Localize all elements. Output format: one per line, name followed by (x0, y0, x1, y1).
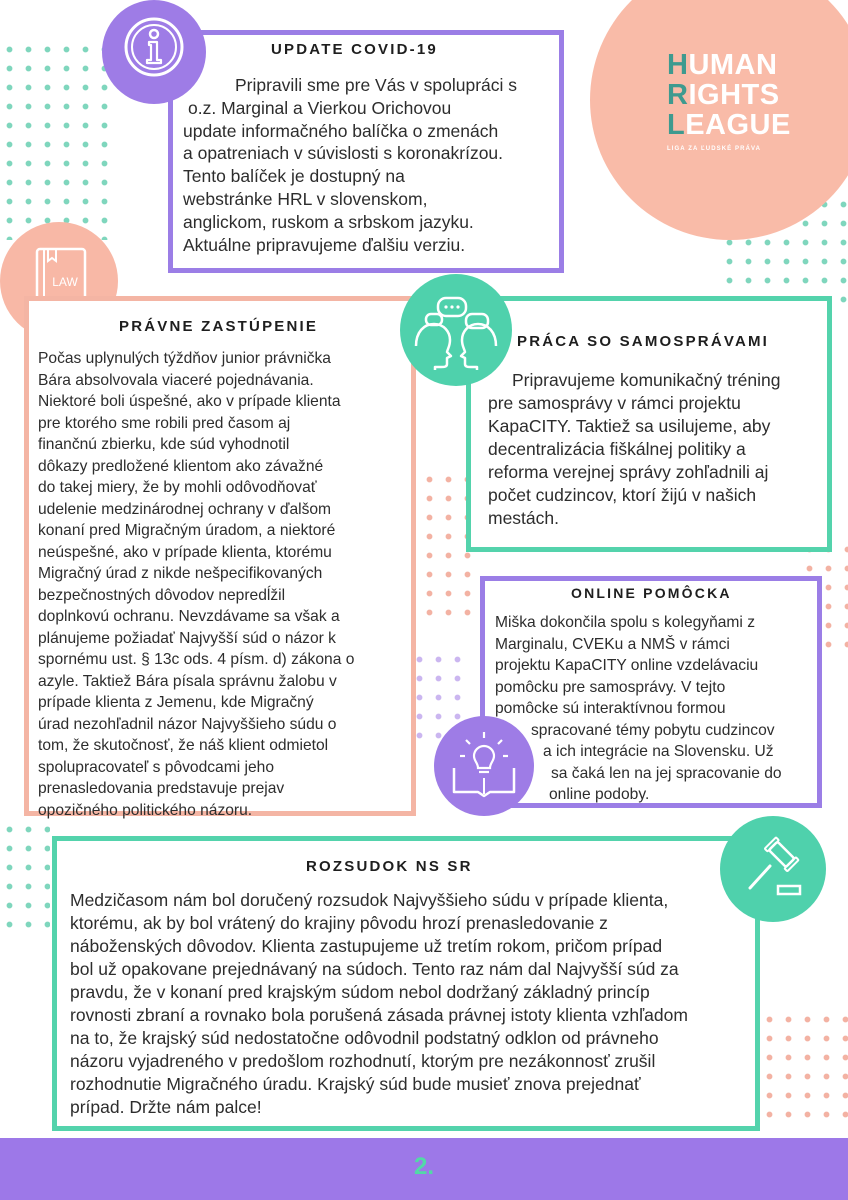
online-text: Miška dokončila spolu s kolegyňami z Marginalu, CVEKu a NMŠ v rámci projektu KapaCITY online vzdelávaciu pomôcku pre samosprávy. V tejto pomôcke sú interaktívnou formou spracované témy pobytu cudzincov a ich integrácie na Slovensku. Už sa čaká len na jej spracovanie do online podoby. (495, 614, 782, 803)
dots-bottom-left (0, 820, 50, 930)
dialogue-icon (412, 294, 500, 370)
law-heading: PRÁVNE ZASTÚPENIE (119, 318, 319, 335)
dots-top-left (0, 40, 115, 240)
samospravy-text: Pripravujeme komunikačný tréning pre samosprávy v rámci projektu KapaCITY. Taktiež sa usilujeme, aby decentralizácia fiškálnej politiky a reforma verejnej správy zohľadnili aj počet cudzincov, ktorí žijú v našich mestách. (488, 370, 781, 528)
svg-text:LAW: LAW (52, 275, 78, 289)
law-text: Počas uplynulých týždňov junior právnička Bára absolvovala viaceré pojednávania. Niektoré boli úspešné, ako v prípade klienta pre ktorého sme robili pred časom aj finančnú zbierku, kde súd vyhodnotil dôkazy predložené klientom ako závažné do takej miery, že by mohli odôvodňovať udelenie medzinárodnej ochrany v ďalšom konaní pred Migračným úradom, a niektoré neúspešné, ako v prípade klienta, ktorému Migračný úrad z nikde nešpecifikovaných bezpečnostných dôvodov nepredĺžil doplnkovú ochranu. Nevzdávame sa však a plánujeme požiadať Najvyšší súd o názor k spornému ust. § 13c ods. 4 písm. d) zákona o azyle. Taktiež Bára písala správnu žalobu v prípade klienta z Jemenu, kde Migračný úrad nezohľadnil názor Najvyššieho súdu o tom, že skutočnosť, že náš klient odmietol spolupracovateľ s pôvodcami jeho prenasledovania predstavuje prejav opozičného politického názoru. (38, 350, 355, 819)
update-text: Pripravili sme pre Vás v spolupráci s o.z. Marginal a Vierkou Orichovou update informačného balíčka o zmenách a opatreniach v súvislosti s koronakrízou. Tento balíček je dostupný na webstránke HRL v slovenskom, anglickom, ruskom a srbskom jazyku. Aktuálne pripravujeme ďalšiu verziu. (183, 75, 518, 255)
dots-bottom-right (760, 1010, 848, 1130)
update-heading: UPDATE COVID-19 (271, 41, 438, 58)
lightbulb-book-icon (450, 728, 518, 800)
online-heading: ONLINE POMÔCKA (571, 585, 732, 601)
logo-subtitle: LIGA ZA ĽUDSKÉ PRÁVA (667, 146, 762, 152)
hrl-logo: HUMAN RIGHTS LEAGUE LIGA ZA ĽUDSKÉ PRÁVA (667, 50, 817, 152)
samospravy-heading: PRÁCA SO SAMOSPRÁVAMI (517, 333, 770, 350)
page-number: 2. (413, 1153, 434, 1180)
info-icon (122, 14, 186, 84)
gavel-icon (742, 836, 806, 900)
rozsudok-heading: ROZSUDOK NS SR (306, 858, 473, 875)
rozsudok-text: Medzičasom nám bol doručený rozsudok Najvyššieho súdu v prípade klienta, ktorému, ak by bol vrátený do krajiny pôvodu hrozí prenasledovanie z náboženských dôvodov. Klienta zastupujeme už tretím rokom, pričom prípad bol už opakovane prejednávaný na súdoch. Tento raz nám dal Najvyšší súd za pravdu, že v konaní pred krajským súdom nebol dodržaný základný princíp rovnosti zbraní a rovnako bola porušená zásada právnej istoty klienta vzhľadom na to, že krajský súd nedostatočne odôvodnil podstatný odklon od právneho názoru vyjadreného v predošlom rozhodnutí, ktorým pre nezákonnosť zrušil rozhodnutie Migračného úradu. Krajský súd bude musieť znova prejednať prípad. Držte nám palce! (70, 890, 688, 1117)
